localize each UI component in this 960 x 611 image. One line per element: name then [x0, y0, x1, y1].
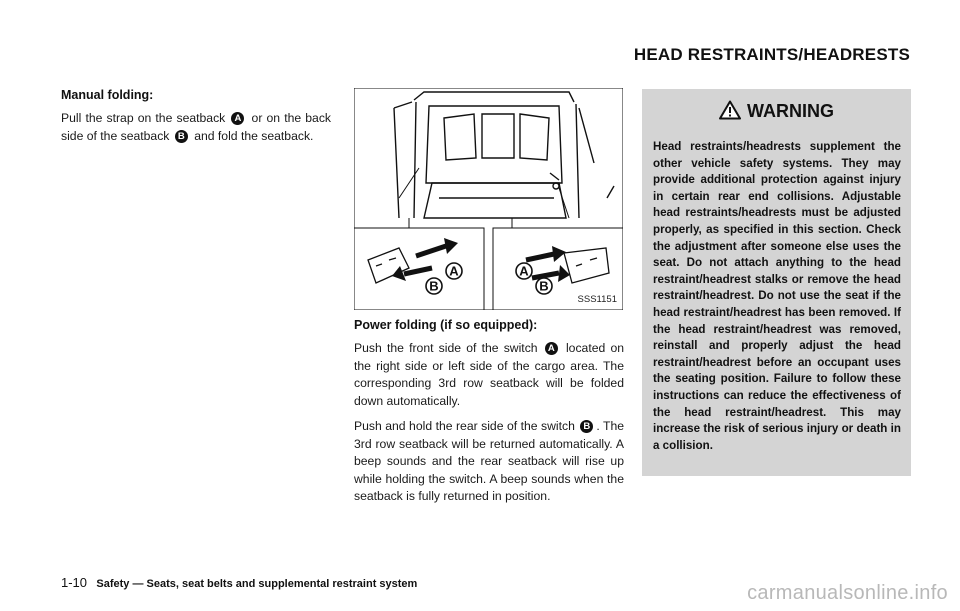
- label-b-left: B: [429, 278, 439, 294]
- power-folding-p1-text-2: located on the right side or left side of the cargo area. The corresponding 3rd row seatback will be folded down automatically.: [354, 341, 625, 408]
- manual-folding-paragraph: [61, 110, 331, 145]
- manual-folding-section: [61, 88, 331, 153]
- section-title: HEAD RESTRAINTS/HEADRESTS: [633, 45, 910, 64]
- manual-folding-text-2: or on the back side of the seatback: [61, 111, 332, 143]
- label-a-left: A: [449, 263, 459, 279]
- callout-b-icon: B: [580, 420, 593, 433]
- warning-box: [642, 89, 911, 476]
- manual-folding-text-3: and fold the seatback.: [194, 128, 314, 143]
- power-folding-paragraph-1: [354, 340, 624, 410]
- page-number: 1-10: [61, 575, 88, 590]
- manual-folding-heading: Manual folding:: [61, 88, 154, 102]
- power-folding-section: [354, 318, 624, 514]
- manual-folding-text-1: Pull the strap on the seatback: [61, 111, 226, 125]
- warning-title: WARNING: [747, 101, 834, 121]
- warning-text: Head restraints/headrests supplement the other vehicle safety systems. They may provide additional protection against injury in certain rear end collisions. Adjustable head restraints/headrests must be adjusted properly, as specified in this section. Check the adjustment after someone else uses the seat. Do not attach anything to the head restraint/headrest stalks or remove the head restraint/headrest. Do not use the seat if the head restraint/headrest has been removed. If the head restraint/headrest was removed, reinstall and properly adjust the head restraint/headrest before an occupant uses the seating position. Failure to follow these instructions can reduce the effectiveness of the head restraint/headrest. This may increase the risk of serious injury or death in a collision.: [653, 140, 901, 452]
- label-a-right: A: [519, 263, 529, 279]
- callout-a-icon: A: [231, 112, 244, 125]
- watermark: carmanualsonline.info: [747, 582, 948, 604]
- warning-triangle-icon: [719, 100, 741, 120]
- power-folding-p1-text-1: Push the front side of the switch: [354, 341, 538, 355]
- illustration-drawing: [354, 88, 623, 310]
- callout-b-icon: B: [175, 130, 188, 143]
- power-folding-paragraph-2: [354, 418, 624, 506]
- power-folding-heading: Power folding (if so equipped):: [354, 318, 538, 332]
- power-folding-p2-text-1: Push and hold the rear side of the switch: [354, 419, 575, 433]
- callout-a-icon: A: [545, 342, 558, 355]
- page-footer: [61, 575, 417, 590]
- label-b-right: B: [539, 278, 549, 294]
- seat-folding-illustration: [354, 88, 623, 310]
- power-folding-p2-text-2: . The 3rd row seatback will be returned automatically. A beep sounds and the rear seatback will rise up while holding the switch. A beep sounds when the seatback is fully returned in position.: [354, 419, 624, 503]
- chapter-title: Safety — Seats, seat belts and supplemental restraint system: [96, 578, 418, 590]
- warning-header: [642, 100, 911, 122]
- figure-code: SSS1151: [577, 294, 617, 305]
